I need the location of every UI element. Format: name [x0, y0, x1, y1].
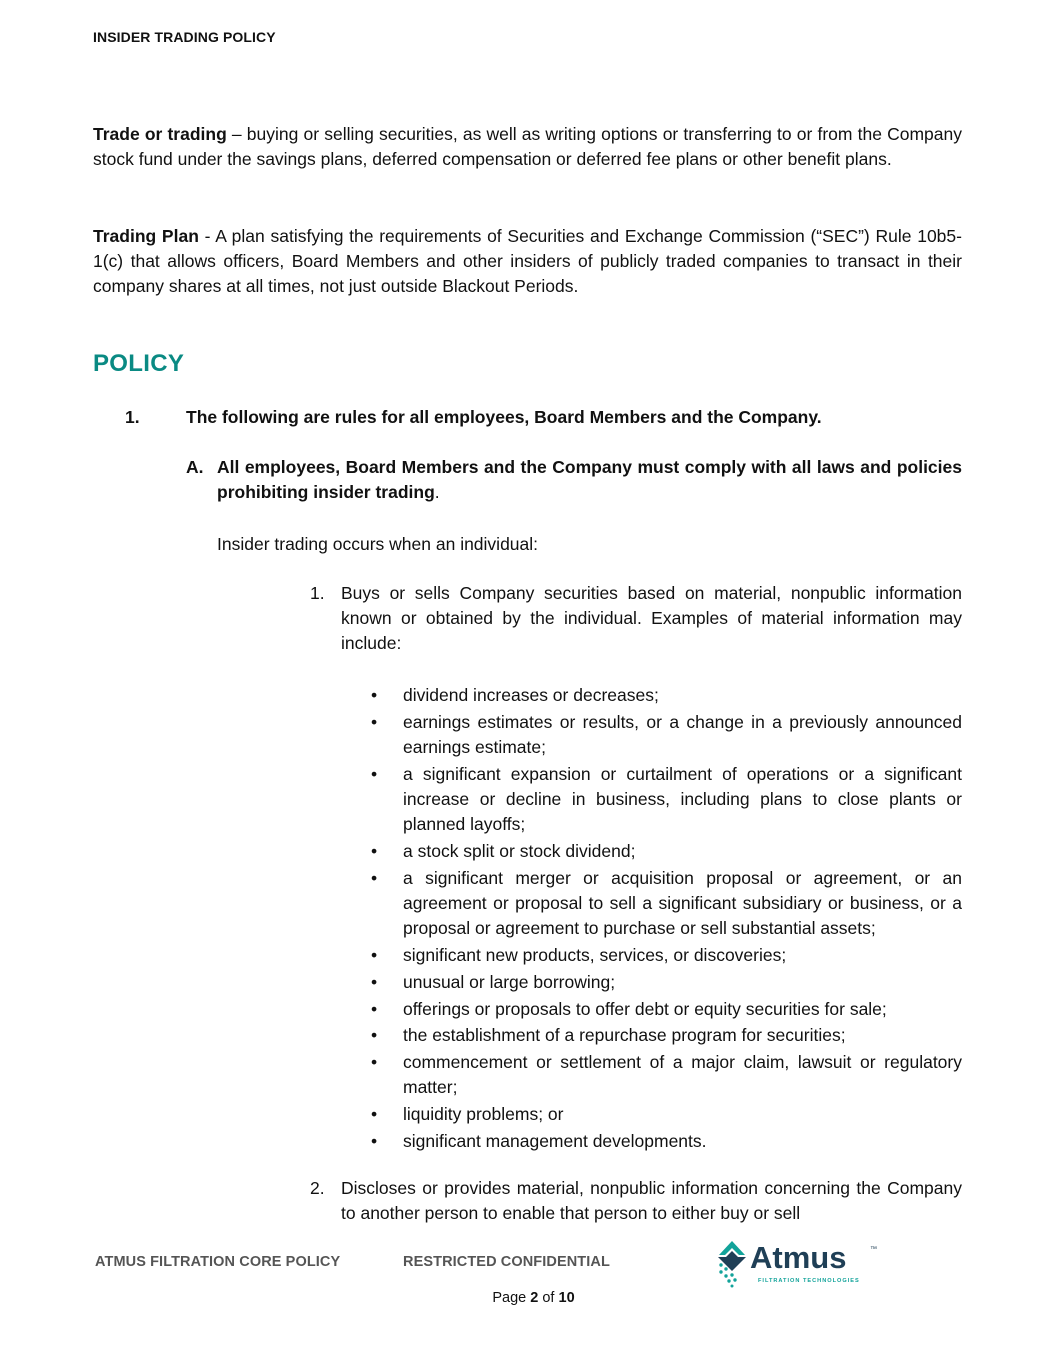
- bullet-icon: •: [371, 1025, 378, 1046]
- definition-text: buying or selling securities, as well as writing options or transferring to or from the Company stock fund under the savings plans, deferred compensation or deferred fee plans or other benefit plans.: [93, 124, 962, 170]
- bullet-icon: •: [371, 763, 378, 784]
- logo-wordmark: Atmus: [750, 1240, 847, 1275]
- rule-number: 1.: [125, 407, 140, 427]
- footer-confidentiality-label: RESTRICTED CONFIDENTIAL: [403, 1254, 610, 1270]
- logo-trademark: ™: [870, 1246, 877, 1253]
- item-text: Discloses or provides material, nonpublic information concerning the Company to another person to enable that person to either buy or sell: [341, 1178, 962, 1224]
- logo-tagline: FILTRATION TECHNOLOGIES: [758, 1278, 860, 1284]
- total-pages: 10: [558, 1290, 575, 1306]
- bullet-icon: •: [371, 971, 378, 992]
- page-header-title: INSIDER TRADING POLICY: [93, 29, 276, 45]
- list-item: • a significant expansion or curtailment of operations or a significant increase or decline in business, including plans to close plants or planned layoffs;: [371, 763, 962, 835]
- bullet-icon: •: [371, 1130, 378, 1151]
- list-item: • a stock split or stock dividend;: [371, 839, 962, 864]
- list-item: • offerings or proposals to offer debt or equity securities for sale;: [371, 997, 962, 1022]
- definition-trade: Trade or trading – buying or selling securities, as well as writing options or transferring to or from the Company stock fund under the savings plans, deferred compensation or deferred fee plans or other benefit plans.: [93, 124, 962, 170]
- policy-subsection-a: A. All employees, Board Members and the Company must comply with all laws and policies prohibiting insider trading.: [186, 457, 962, 503]
- list-item: • earnings estimates or results, or a change in a previously announced earnings estimate;: [371, 711, 962, 757]
- footer-policy-label: ATMUS FILTRATION CORE POLICY: [95, 1254, 341, 1270]
- definition-term: Trade or trading: [93, 124, 227, 144]
- list-item: • significant management developments.: [371, 1129, 962, 1154]
- definition-term: Trading Plan: [93, 226, 199, 246]
- bullet-icon: •: [371, 685, 378, 705]
- list-item: • liquidity problems; or: [371, 1102, 962, 1127]
- insider-trading-intro: Insider trading occurs when an individual:: [217, 534, 539, 554]
- current-page: 2: [530, 1290, 539, 1306]
- item-number: 2.: [310, 1178, 325, 1198]
- list-item: • significant new products, services, or discoveries;: [371, 943, 962, 968]
- item-number: 1.: [310, 583, 325, 603]
- page-number: Page 2 of 10: [492, 1290, 575, 1306]
- bullet-icon: •: [371, 711, 378, 732]
- logo-mark-icon: [718, 1241, 746, 1288]
- definition-text: A plan satisfying the requirements of Securities and Exchange Commission (“SEC”) Rule 10b5-1(c) that allows officers, Board Members and other insiders of publicly traded companies to transact in their company shares at all times, not just outside Blackout Periods.: [93, 226, 962, 297]
- list-item: • unusual or large borrowing;: [371, 970, 962, 995]
- atmus-logo: [712, 1238, 882, 1288]
- bullet-icon: •: [371, 867, 378, 888]
- section-heading-policy: POLICY: [93, 350, 185, 377]
- bullet-icon: •: [371, 1104, 378, 1125]
- subsection-text: All employees, Board Members and the Company must comply with all laws and policies prohibiting insider trading: [217, 457, 962, 503]
- numbered-item-2: [310, 1176, 962, 1226]
- definition-trading-plan: Trading Plan - A plan satisfying the requirements of Securities and Exchange Commission (“SEC”) Rule 10b5-1(c) that allows officers, Board Members and other insiders of publicly traded companies to transact in their company shares at all times, not just outside Blackout Periods.: [93, 226, 962, 297]
- bullet-icon: •: [371, 945, 378, 965]
- material-information-list: [371, 683, 962, 1156]
- rule-text: The following are rules for all employees, Board Members and the Company.: [186, 407, 822, 427]
- list-item: • the establishment of a repurchase program for securities;: [371, 1023, 962, 1048]
- list-item: • a significant merger or acquisition proposal or agreement, or an agreement or proposal to sell a significant subsidiary or business, or a proposal or agreement to purchase or sell substantial assets;: [371, 867, 962, 939]
- bullet-icon: •: [371, 841, 378, 861]
- list-item: • dividend increases or decreases;: [371, 683, 962, 708]
- bullet-icon: •: [371, 1052, 378, 1073]
- item-text: Buys or sells Company securities based on material, nonpublic information known or obtained by the individual. Examples of material information may include:: [341, 583, 962, 654]
- list-item: • commencement or settlement of a major claim, lawsuit or regulatory matter;: [371, 1052, 962, 1098]
- bullet-icon: •: [371, 998, 378, 1019]
- numbered-item-1: [310, 581, 962, 657]
- subsection-letter: A.: [186, 457, 204, 477]
